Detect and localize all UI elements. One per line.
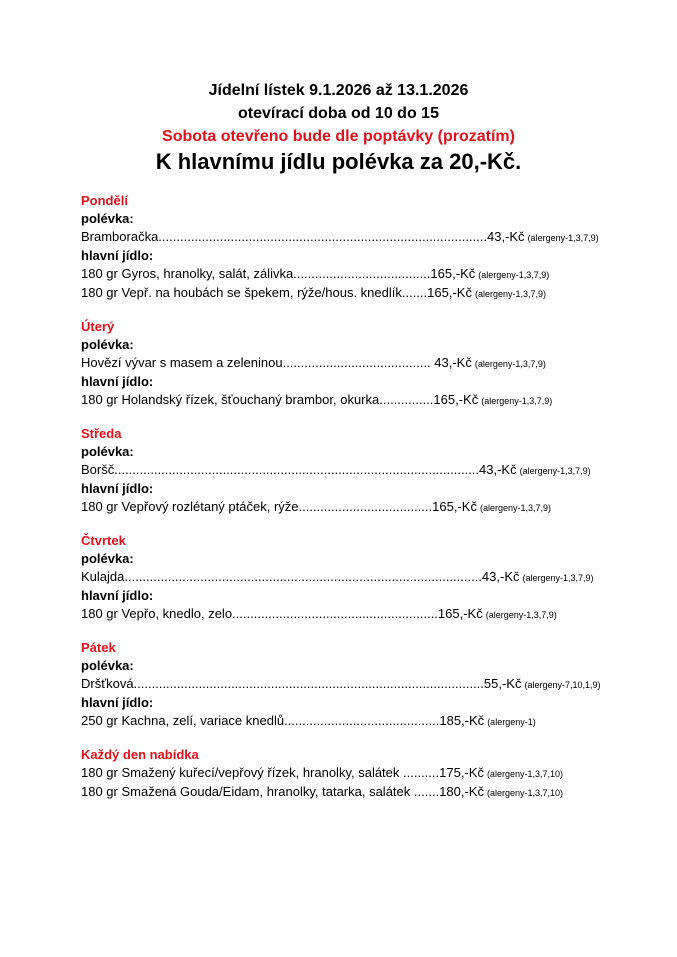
soup-label: polévka:	[81, 211, 134, 226]
day-title: Čtvrtek	[81, 533, 126, 548]
item-text: 250 gr Kachna, zelí, variace knedlů...........................................185,-Kč	[81, 713, 485, 728]
soup-item	[81, 568, 641, 587]
item-text: 180 gr Vepřo, knedlo, zelo.........................................................165,-Kč	[81, 606, 483, 621]
day-title: Úterý	[81, 319, 115, 334]
soup-offer: K hlavnímu jídlu polévka za 20,-Kč.	[155, 149, 522, 174]
item-allergens: (alergeny-1,3,7,9)	[479, 503, 551, 513]
item-text: Boršč.....................................................................................................43,-Kč	[81, 462, 517, 477]
main-item	[81, 712, 641, 731]
main-item	[81, 391, 641, 410]
soup-item	[81, 354, 641, 373]
day-monday	[81, 192, 641, 303]
menu-title: Jídelní lístek 9.1.2026 až 13.1.2026	[208, 82, 469, 99]
opening-hours: otevírací doba od 10 do 15	[238, 105, 439, 122]
day-wednesday	[81, 425, 641, 517]
day-title: Pátek	[81, 640, 116, 655]
main-item	[81, 605, 641, 624]
item-text: 180 gr Smažená Gouda/Eidam, hranolky, tatarka, salátek .......180,-Kč	[81, 784, 484, 799]
day-tuesday	[81, 318, 641, 410]
main-item	[81, 284, 641, 303]
soup-label: polévka:	[81, 658, 134, 673]
item-allergens: (alergeny-7,10,1,9)	[524, 680, 601, 690]
menu-header	[0, 80, 677, 175]
item-allergens: (alergeny-1,3,7,9)	[522, 573, 594, 583]
item-allergens: (alergeny-1,3,7,9)	[527, 233, 599, 243]
item-text: Hovězí vývar s masem a zeleninou......................................... 43,-Kč	[81, 355, 472, 370]
item-text: 180 gr Vepř. na houbách se špekem, rýže/hous. knedlík.......165,-Kč	[81, 285, 472, 300]
item-text: Bramboračka...........................................................................................43,-Kč	[81, 229, 525, 244]
daily-offer-title: Každý den nabídka	[81, 747, 199, 762]
main-item	[81, 265, 641, 284]
item-allergens: (alergeny-1,3,7,9)	[481, 396, 553, 406]
item-allergens: (alergeny-1,3,7,9)	[474, 289, 546, 299]
soup-label: polévka:	[81, 337, 134, 352]
item-allergens: (alergeny-1,3,7,9)	[478, 270, 550, 280]
item-allergens: (alergeny-1)	[487, 717, 536, 727]
item-allergens: (alergeny-1,3,7,9)	[474, 359, 546, 369]
day-title: Středa	[81, 426, 122, 441]
item-allergens: (alergeny-1,3,7,9)	[519, 466, 591, 476]
day-title: Pondělí	[81, 193, 128, 208]
main-item	[81, 498, 641, 517]
main-label: hlavní jídlo:	[81, 374, 154, 389]
item-allergens: (alergeny-1,3,7,9)	[485, 610, 557, 620]
daily-offer	[81, 746, 641, 802]
day-friday	[81, 639, 641, 731]
item-allergens: (alergeny-1,3,7,10)	[486, 788, 564, 798]
item-text: 180 gr Gyros, hranolky, salát, zálivka......................................165,-Kč	[81, 266, 476, 281]
soup-item	[81, 228, 641, 247]
item-allergens: (alergeny-1,3,7,10)	[486, 769, 563, 779]
daily-item	[81, 764, 641, 783]
item-text: Kulajda...................................................................................................43,-Kč	[81, 569, 520, 584]
soup-item	[81, 461, 641, 480]
main-label: hlavní jídlo:	[81, 481, 154, 496]
item-text: Dršťková.................................................................................................55,-Kč	[81, 676, 522, 691]
soup-label: polévka:	[81, 444, 134, 459]
saturday-note: Sobota otevřeno bude dle poptávky (prozatím)	[162, 128, 515, 145]
main-label: hlavní jídlo:	[81, 588, 154, 603]
item-text: 180 gr Holandský řízek, šťouchaný brambor, okurka...............165,-Kč	[81, 392, 479, 407]
menu-list	[81, 192, 641, 817]
main-label: hlavní jídlo:	[81, 248, 154, 263]
soup-item	[81, 675, 641, 694]
item-text: 180 gr Vepřový rozlétaný ptáček, rýže.....................................165,-Kč	[81, 499, 477, 514]
soup-label: polévka:	[81, 551, 134, 566]
daily-item	[81, 783, 641, 802]
item-text: 180 gr Smažený kuřecí/vepřový řízek, hranolky, salátek ..........175,-Kč	[81, 765, 484, 780]
day-thursday	[81, 532, 641, 624]
main-label: hlavní jídlo:	[81, 695, 154, 710]
